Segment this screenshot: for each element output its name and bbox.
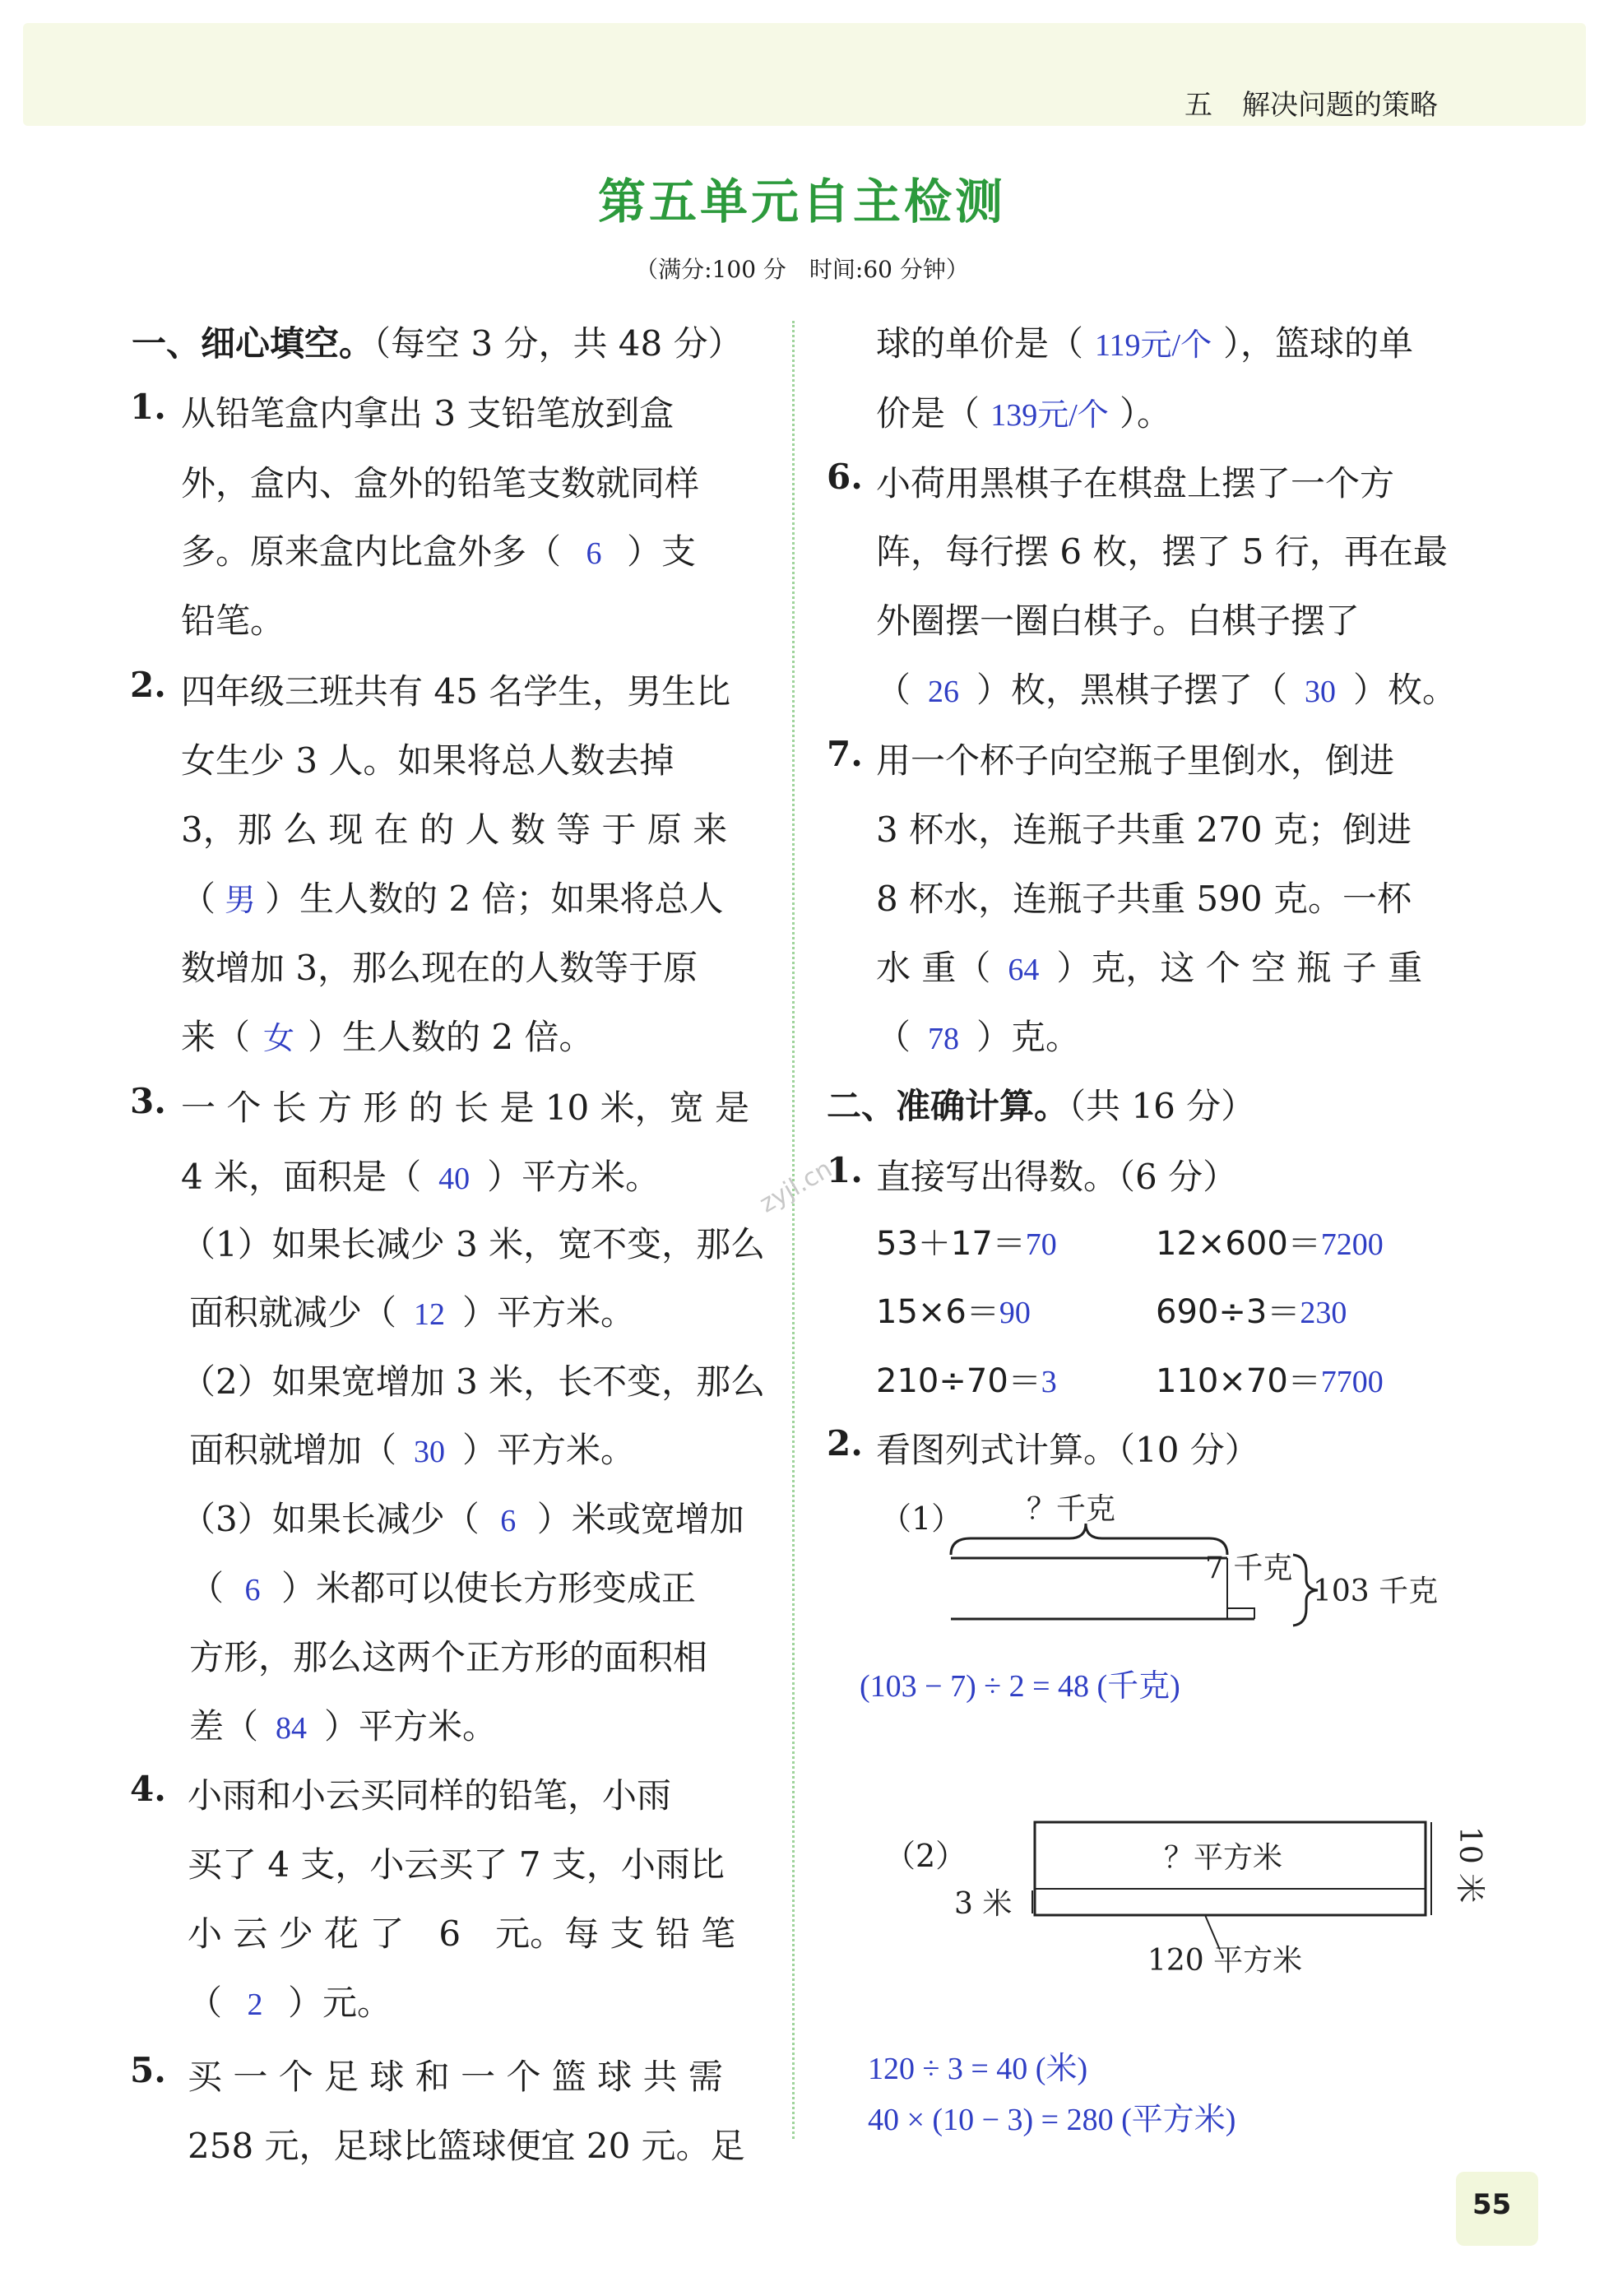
- calc-answer: 90: [999, 1296, 1031, 1330]
- q7-text: ）克。: [976, 1017, 1081, 1057]
- section2-score: （共 16 分）: [1069, 1086, 1256, 1126]
- q7-line3: 8 杯水，连瓶子共重 590 克。一杯: [876, 879, 1412, 919]
- q3-text: 面积就增加（: [189, 1430, 397, 1470]
- calc-item-3: [876, 1286, 1031, 1333]
- q2-line4: [181, 872, 723, 921]
- section1-score: （每空 3 分，共 48 分）: [373, 323, 743, 364]
- q7-line2: 3 杯水，连瓶子共重 270 克；倒进: [876, 809, 1412, 850]
- page-title: 第五单元自主检测: [597, 174, 1006, 230]
- q5-number: 5.: [130, 2050, 166, 2090]
- q6-line3: 外圈摆一圈白棋子。白棋子摆了: [876, 601, 1361, 641]
- q6-line2: 阵，每行摆 6 枚，摆了 5 行，再在最: [876, 531, 1448, 572]
- q6-text: ）枚。: [1353, 670, 1458, 710]
- calc-expr: 210÷70＝: [876, 1362, 1041, 1400]
- calc-answer: 70: [1025, 1227, 1057, 1262]
- calc-item-5: [876, 1355, 1057, 1402]
- q3-answer2: 12: [414, 1297, 446, 1332]
- q4-line3: 小 云 少 花 了 6 元。每 支 铅 笔: [188, 1913, 736, 1954]
- q7-answer2: 78: [928, 1022, 960, 1056]
- p2-number: 2.: [827, 1423, 863, 1463]
- q1-text: ）支: [627, 531, 697, 572]
- q3-sub2-line1: （2）如果宽增加 3 米，长不变，那么: [181, 1361, 766, 1402]
- q2-number: 2.: [130, 665, 166, 705]
- diagram2-answer1: 120 ÷ 3 = 40 (米): [868, 2052, 1088, 2086]
- q6-number: 6.: [827, 457, 863, 497]
- q7-line5: [876, 1010, 1080, 1060]
- diagram1-brace: [951, 1524, 1227, 1555]
- q4-number: 4.: [130, 1769, 166, 1809]
- section2-heading: [827, 1079, 1255, 1129]
- calc-answer: 7700: [1320, 1365, 1384, 1399]
- q1-number: 1.: [130, 387, 166, 427]
- q5-line2: 258 元，足球比篮球便宜 20 元。足: [188, 2126, 745, 2166]
- q2-text: （: [181, 879, 216, 919]
- q5-text: 价是（: [876, 393, 980, 434]
- q3-sub1-line1: （1）如果长减少 3 米，宽不变，那么: [181, 1224, 766, 1264]
- calc-item-2: [1156, 1218, 1384, 1264]
- p1-text: 直接写出得数。（6 分）: [876, 1157, 1238, 1197]
- diagram1-answer: (103 − 7) ÷ 2 = 48 (千克): [860, 1669, 1180, 1704]
- q1-answer: 6: [586, 536, 602, 571]
- q3-answer6: 84: [276, 1711, 308, 1746]
- q6-line4: [876, 663, 1457, 712]
- q3-answer1: 40: [438, 1162, 471, 1196]
- q5-line4: [876, 387, 1171, 436]
- page-number: 55: [1472, 2188, 1512, 2221]
- q5-line1: 买 一 个 足 球 和 一 个 篮 球 共 需: [188, 2057, 723, 2097]
- q1-line2: 外，盒内、盒外的铅笔支数就同样: [181, 463, 700, 503]
- calc-item-6: [1156, 1355, 1384, 1402]
- diagram2-label: （2）: [884, 1838, 967, 1874]
- q2-line3: 3，那 么 现 在 的 人 数 等 于 原 来: [181, 809, 728, 850]
- q3-text: ）平方米。: [462, 1430, 636, 1470]
- p1-number: 1.: [827, 1150, 863, 1190]
- q7-text: 水 重（: [876, 948, 991, 988]
- diagram1-diff-label: 7 千克: [1205, 1552, 1293, 1585]
- q2-text: 来（: [181, 1017, 251, 1057]
- q5-text: ），篮球的单: [1223, 323, 1414, 364]
- diagram2-figure: [938, 1806, 1486, 2003]
- q3-text: （3）如果长减少（: [181, 1499, 480, 1539]
- calc-item-1: [876, 1218, 1057, 1264]
- unit-number: 五: [1184, 89, 1212, 122]
- q6-line1: 小荷用黑棋子在棋盘上摆了一个方: [876, 463, 1395, 503]
- q3-text: 4 米，面积是（: [181, 1157, 422, 1197]
- q7-line1: 用一个杯子向空瓶子里倒水，倒进: [876, 740, 1395, 781]
- section1-title: 一、细心填空。: [132, 323, 374, 364]
- q7-text: ）克，这 个 空 瓶 子 重: [1056, 948, 1423, 988]
- q3-text: ）米都可以使长方形变成正: [281, 1568, 697, 1608]
- q3-text: （: [189, 1568, 225, 1608]
- diagram1-label: （1）: [880, 1501, 963, 1537]
- q2-answer2: 女: [263, 1022, 295, 1056]
- q6-answer1: 26: [928, 675, 960, 709]
- diagram2-width-label: 3 米: [954, 1887, 1013, 1921]
- q4-line2: 买了 4 支，小云买了 7 支，小雨比: [188, 1844, 725, 1885]
- q3-text: ）平方米。: [324, 1706, 498, 1746]
- q3-answer4: 6: [500, 1504, 517, 1538]
- q3-text: 差（: [189, 1706, 259, 1746]
- calc-answer: 7200: [1320, 1227, 1384, 1262]
- q3-number: 3.: [130, 1081, 166, 1121]
- q5-answer1: 119元/个: [1094, 328, 1212, 363]
- q4-line1: 小雨和小云买同样的铅笔，小雨: [188, 1775, 672, 1816]
- q2-line2: 女生少 3 人。如果将总人数去掉: [181, 740, 675, 781]
- q1-line4: 铅笔。: [181, 601, 285, 641]
- q5-text: 球的单价是（: [876, 323, 1084, 364]
- calc-answer: 3: [1041, 1365, 1057, 1399]
- q7-number: 7.: [827, 734, 863, 774]
- watermark: zyjl.cn: [754, 1154, 837, 1219]
- q7-answer1: 64: [1008, 953, 1040, 987]
- p2-text: 看图列式计算。（10 分）: [876, 1430, 1259, 1470]
- diagram2-side-label: 10 米: [1453, 1826, 1486, 1904]
- diagram1-diff-mark: [1227, 1608, 1254, 1619]
- q3-answer3: 30: [414, 1435, 446, 1469]
- q1-text: 多。原来盒内比盒外多（: [181, 531, 562, 572]
- q3-answer5: 6: [244, 1573, 261, 1607]
- q3-text: ）平方米。: [462, 1292, 636, 1333]
- q2-text: ）生人数的 2 倍。: [308, 1017, 594, 1057]
- q3-text: 面积就减少（: [189, 1292, 397, 1333]
- q7-text: （: [876, 1017, 911, 1057]
- q5-text: ）。: [1120, 393, 1172, 434]
- calc-expr: 110×70＝: [1156, 1362, 1321, 1400]
- q1-line1: 从铅笔盒内拿出 3 支铅笔放到盒: [181, 393, 675, 434]
- calc-answer: 230: [1300, 1296, 1347, 1330]
- q6-answer2: 30: [1305, 675, 1337, 709]
- diagram2-area-label: 120 平方米: [1147, 1944, 1303, 1978]
- q2-line6: [181, 1010, 593, 1060]
- q4-answer: 2: [247, 1988, 263, 2022]
- calc-expr: 53＋17＝: [876, 1225, 1026, 1263]
- calc-item-4: [1156, 1286, 1347, 1333]
- diagram2-unknown-label: ？平方米: [1164, 1841, 1283, 1875]
- q4-line4: [188, 1976, 392, 2025]
- q1-line3: [181, 525, 696, 574]
- q3-sub2-line2: [189, 1423, 635, 1473]
- section2-title: 二、准确计算。: [827, 1086, 1069, 1126]
- section1-heading: [132, 317, 743, 366]
- q2-answer1: 男: [225, 884, 257, 918]
- q2-line5: 数增加 3，那么现在的人数等于原: [181, 948, 698, 988]
- q3-sub3-line1: [181, 1492, 744, 1542]
- q3-text: ）米或宽增加: [536, 1499, 744, 1539]
- calc-expr: 12×600＝: [1156, 1225, 1321, 1263]
- calc-expr: 15×6＝: [876, 1293, 999, 1331]
- calc-expr: 690÷3＝: [1156, 1293, 1300, 1331]
- q3-line1: 一 个 长 方 形 的 长 是 10 米，宽 是: [181, 1088, 749, 1128]
- diagram1-total-label: 103 千克: [1313, 1575, 1439, 1608]
- q3-text: ）平方米。: [487, 1157, 661, 1197]
- column-divider: [792, 321, 795, 2139]
- q5-line3: [876, 317, 1413, 366]
- q4-text: （: [188, 1983, 223, 2023]
- q4-text: ）元。: [288, 1983, 392, 2023]
- q3-sub3-line3: 方形，那么这两个正方形的面积相: [189, 1637, 708, 1677]
- q3-sub3-line2: [189, 1561, 696, 1611]
- q3-sub1-line2: [189, 1286, 635, 1335]
- unit-name: 解决问题的策略: [1242, 89, 1438, 122]
- q2-text: ）生人数的 2 倍；如果将总人: [265, 879, 724, 919]
- q6-text: （: [876, 670, 911, 710]
- diagram1-unknown-label: ？千克: [1027, 1492, 1116, 1526]
- q3-line2: [181, 1150, 660, 1199]
- diagram1-figure: [938, 1481, 1464, 1629]
- q3-sub3-line4: [189, 1700, 497, 1749]
- page-subtitle: （满分:100 分 时间:60 分钟）: [635, 256, 969, 283]
- q2-line1: 四年级三班共有 45 名学生，男生比: [181, 671, 731, 712]
- q6-text: ）枚，黑棋子摆了（: [976, 670, 1288, 710]
- q5-answer2: 139元/个: [990, 398, 1109, 433]
- q7-line4: [876, 941, 1422, 990]
- diagram2-answer2: 40 × (10 − 3) = 280 (平方米): [868, 2103, 1236, 2137]
